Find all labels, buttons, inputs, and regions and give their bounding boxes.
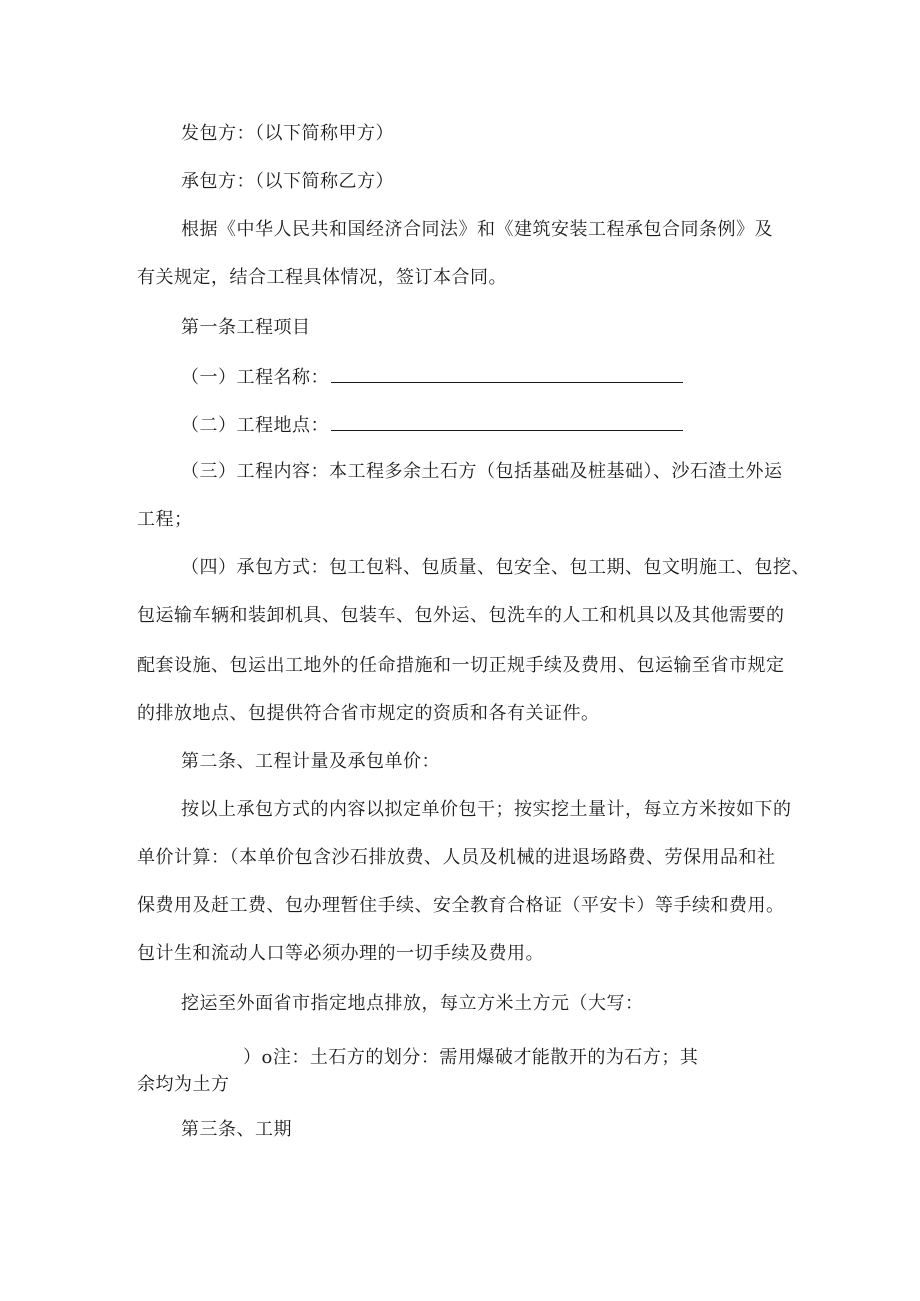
item-1-label: （一）工程名称： xyxy=(181,367,329,388)
article-2-p1-line-4: 包计生和流动人口等必须办理的一切手续及费用。 xyxy=(137,943,544,964)
article-2-p1-line-3: 保费用及赶工费、包办理暂住手续、安全教育合格证（平安卡）等手续和费用。 xyxy=(137,895,785,916)
item-4-line-2: 包运输车辆和装卸机具、包装车、包外运、包洗车的人工和机具以及其他需要的 xyxy=(137,605,785,626)
project-name-blank xyxy=(331,364,683,383)
item-1-row xyxy=(181,364,683,390)
item-4-line-1: （四）承包方式：包工包料、包质量、包安全、包工期、包文明施工、包挖、 xyxy=(181,557,810,578)
party-a-line: 发包方：（以下简称甲方） xyxy=(181,123,394,144)
article-2-p2-line-1: 挖运至外面省市指定地点排放，每立方米土方元（大写： xyxy=(181,993,644,1014)
article-3-title: 第三条、工期 xyxy=(181,1119,292,1140)
preamble-line-2: 有关规定，结合工程具体情况，签订本合同。 xyxy=(137,267,507,288)
article-2-title: 第二条、工程计量及承包单价： xyxy=(181,751,440,772)
article-2-p1-line-2: 单价计算：（本单价包含沙石排放费、人员及机械的进退场路费、劳保用品和社 xyxy=(137,847,776,868)
item-3-line-1: （三）工程内容：本工程多余土石方（包括基础及桩基础）、沙石渣土外运 xyxy=(181,461,783,482)
party-b-line: 承包方：（以下简称乙方） xyxy=(181,171,394,192)
item-2-label: （二）工程地点： xyxy=(181,415,329,436)
article-2-p2-line-2: ）o注：土石方的划分：需用爆破才能散开的为石方；其 xyxy=(243,1047,699,1068)
article-2-p1-line-1: 按以上承包方式的内容以拟定单价包干；按实挖土量计，每立方米按如下的 xyxy=(181,799,792,820)
preamble-line-1: 根据《中华人民共和国经济合同法》和《建筑安装工程承包合同条例》及 xyxy=(181,219,773,240)
item-3-line-2: 工程； xyxy=(137,509,193,530)
item-2-row xyxy=(181,412,683,438)
item-4-line-3: 配套设施、包运出工地外的任命措施和一切正规手续及费用、包运输至省市规定 xyxy=(137,655,785,676)
project-location-blank xyxy=(331,412,683,431)
item-4-line-4: 的排放地点、包提供符合省市规定的资质和各有关证件。 xyxy=(137,703,600,724)
article-2-p2-line-3: 余均为土方 xyxy=(137,1074,230,1095)
article-1-title: 第一条工程项目 xyxy=(181,317,311,338)
